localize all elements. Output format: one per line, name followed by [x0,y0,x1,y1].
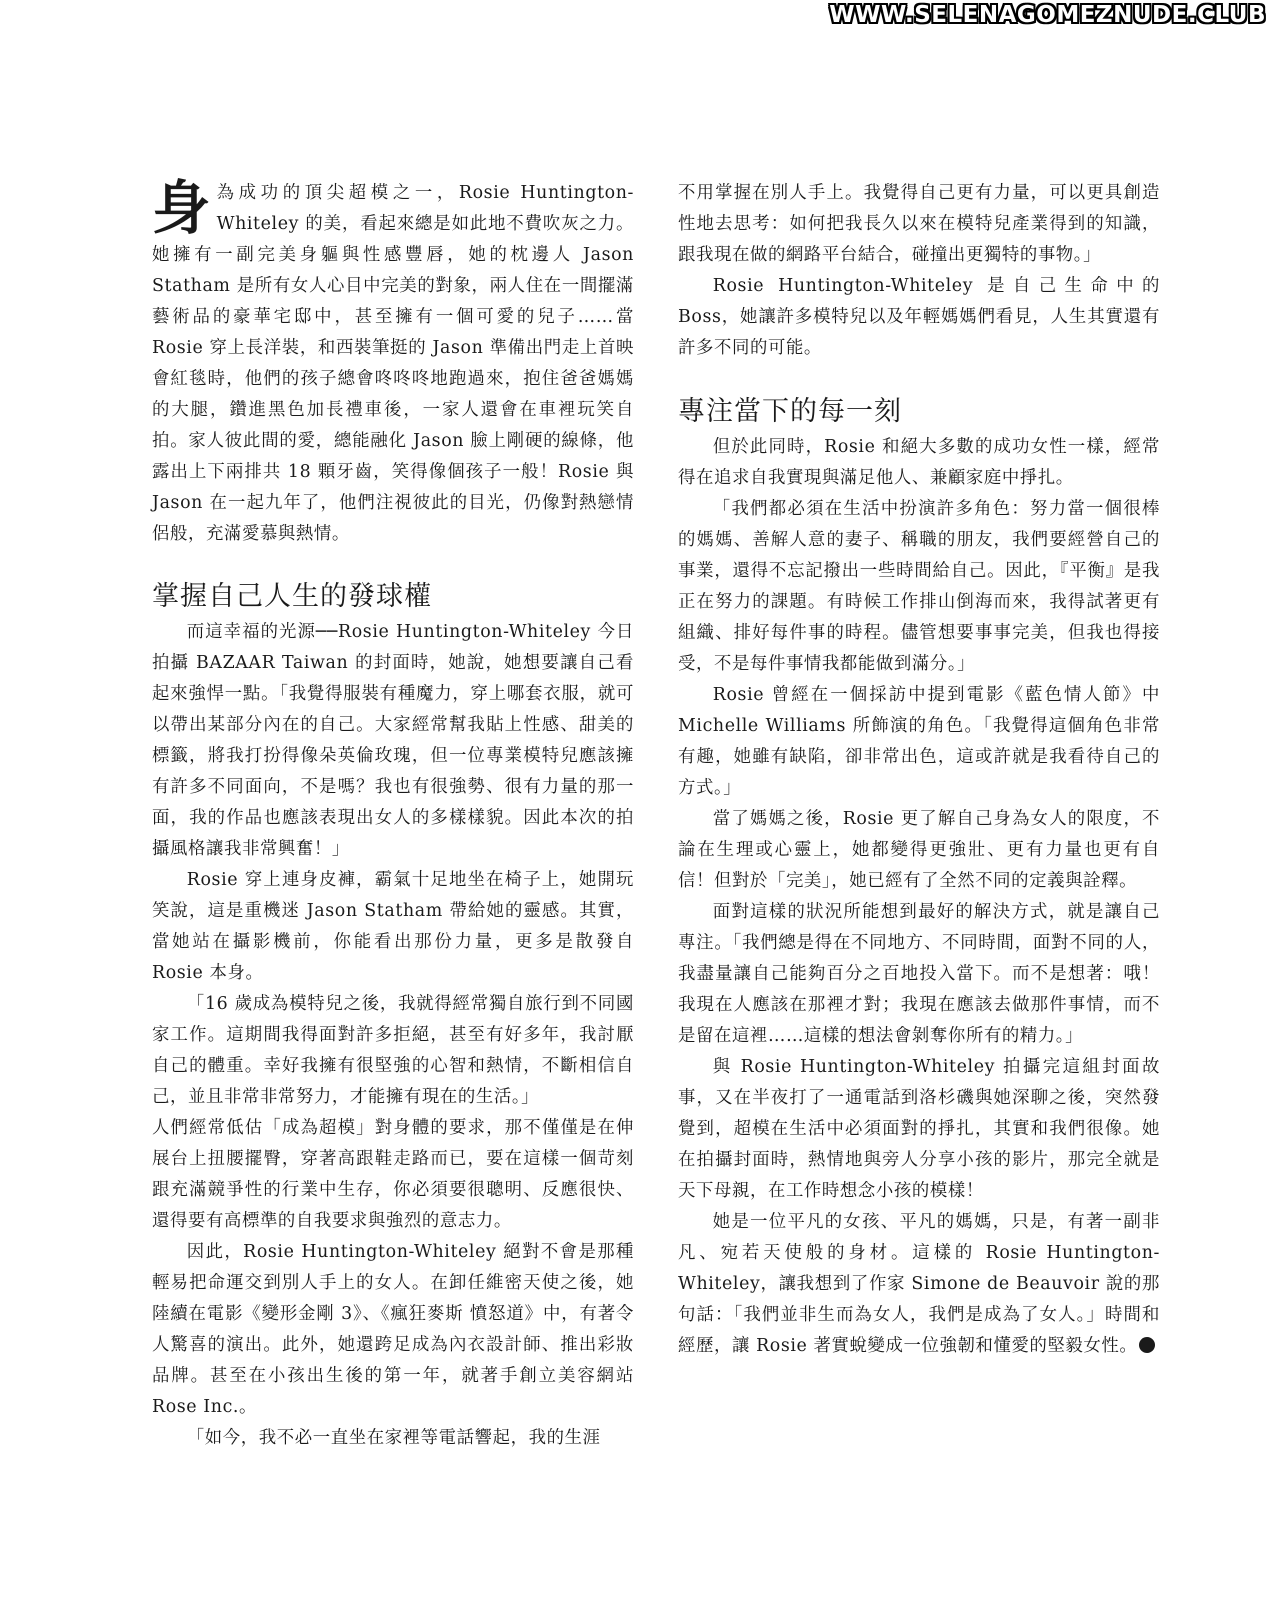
paragraph: Rosie 穿上連身皮褲，霸氣十足地坐在椅子上，她開玩笑說，這是重機迷 Jason Statham 帶給她的靈感。其實，當她站在攝影機前，你能看出那份力量，更多是散發自 Rosie 本身。 [152,870,634,983]
intro-paragraph [152,174,634,550]
final-paragraph [678,1207,1160,1362]
paragraph: 當了媽媽之後，Rosie 更了解自己身為女人的限度，不論在生理或心靈上，她都變得更強壯、更有力量也更有自信！但對於「完美」，她已經有了全然不同的定義與詮釋。 [678,809,1160,891]
intro-text: 為成功的頂尖超模之一，Rosie Huntington-Whiteley 的美，看起來總是如此地不費吹灰之力。她擁有一副完美身軀與性感豐唇，她的枕邊人 Jason Statham 是所有女人心目中完美的對象，兩人住在一間擺滿藝術品的豪華宅邸中，甚至擁有一個可愛的兒子……當 Rosie 穿上長洋裝，和西裝筆挺的 Jason 準備出門走上首映會紅毯時，他們的孩子總會咚咚咚地跑過來，抱住爸爸媽媽的大腿，鑽進黑色加長禮車後，一家人還會在車裡玩笑自拍。家人彼此間的愛，總能融化 Jason 臉上剛硬的線條，他露出上下兩排共 18 顆牙齒，笑得像個孩子一般！Rosie 與 Jason 在一起九年了，他們注視彼此的目光，仍像對熱戀情侶般，充滿愛慕與熱情。 [152,183,634,544]
paragraph: 不用掌握在別人手上。我覺得自己更有力量，可以更具創造性地去思考：如何把我長久以來在模特兒產業得到的知識，跟我現在做的網路平台結合，碰撞出更獨特的事物。」 [678,183,1160,265]
end-mark-icon [1139,1337,1155,1353]
paragraph: 「如今，我不必一直坐在家裡等電話響起，我的生涯 [186,1428,601,1448]
paragraph: 面對這樣的狀況所能想到最好的解決方式，就是讓自己專注。「我們總是得在不同地方、不同時間，面對不同的人，我盡量讓自己能夠百分之百地投入當下。而不是想著：哦！我現在人應該在那裡才對；我現在應該去做那件事情，而不是留在這裡……這樣的想法會剝奪你所有的精力。」 [678,902,1160,1046]
paragraph: 因此，Rosie Huntington-Whiteley 絕對不會是那種輕易把命運交到別人手上的女人。在卸任維密天使之後，她陸續在電影《變形金剛 3》、《瘋狂麥斯 憤怒道》中，有著令人驚喜的演出。此外，她還跨足成為內衣設計師、推出彩妝品牌。甚至在小孩出生後的第一年，就著手創立美容網站 Rose Inc.。 [152,1242,634,1417]
section-heading-1: 掌握自己人生的發球權 [152,581,432,612]
paragraph: Rosie 曾經在一個採訪中提到電影《藍色情人節》中 Michelle Williams 所飾演的角色。「我覺得這個角色非常有趣，她雖有缺陷，卻非常出色，這或許就是我看待自己的方式。」 [678,685,1160,798]
watermark-text: WWW.SELENAGOMEZNUDE.CLUB [829,2,1266,28]
paragraph: 但於此同時，Rosie 和絕大多數的成功女性一樣，經常得在追求自我實現與滿足他人、兼顧家庭中掙扎。 [678,437,1160,488]
drop-cap: 身 [152,174,211,242]
paragraph: 「我們都必須在生活中扮演許多角色：努力當一個很棒的媽媽、善解人意的妻子、稱職的朋友，我們要經營自己的事業，還得不忘記撥出一些時間給自己。因此，『平衡』是我正在努力的課題。有時候工作排山倒海而來，我得試著更有組織、排好每件事的時程。儘管想要事事完美，但我也得接受，不是每件事情我都能做到滿分。」 [678,499,1160,674]
paragraph: 「16 歲成為模特兒之後，我就得經常獨自旅行到不同國家工作。這期間我得面對許多拒絕，甚至有好多年，我討厭自己的體重。幸好我擁有很堅強的心智和熱情，不斷相信自己，並且非常非常努力，才能擁有現在的生活。」 [152,994,634,1107]
left-column [152,174,634,1454]
section-heading-2: 專注當下的每一刻 [678,396,902,427]
paragraph: 而這幸福的光源──Rosie Huntington-Whiteley 今日拍攝 BAZAAR Taiwan 的封面時，她說，她想要讓自己看起來強悍一點。「我覺得服裝有種魔力，穿上哪套衣服，就可以帶出某部分內在的自己。大家經常幫我貼上性感、甜美的標籤，將我打扮得像朵英倫玫瑰，但一位專業模特兒應該擁有許多不同面向，不是嗎？我也有很強勢、很有力量的那一面，我的作品也應該表現出女人的多樣樣貌。因此本次的拍攝風格讓我非常興奮！」 [152,622,634,859]
paragraph: 人們經常低估「成為超模」對身體的要求，那不僅僅是在伸展台上扭腰擺臀，穿著高跟鞋走路而已，要在這樣一個苛刻跟充滿競爭性的行業中生存，你必須要很聰明、反應很快、還得要有高標準的自我要求與強烈的意志力。 [152,1118,634,1231]
paragraph: 與 Rosie Huntington-Whiteley 拍攝完這組封面故事，又在半夜打了一通電話到洛杉磯與她深聊之後，突然發覺到，超模在生活中必須面對的掙扎，其實和我們很像。她在拍攝封面時，熱情地與旁人分享小孩的影片，那完全就是天下母親，在工作時想念小孩的模樣！ [678,1057,1160,1201]
paragraph: Rosie Huntington-Whiteley 是自己生命中的 Boss，她讓許多模特兒以及年輕媽媽們看見，人生其實還有許多不同的可能。 [678,276,1160,358]
final-text: 她是一位平凡的女孩、平凡的媽媽，只是，有著一副非凡、宛若天使般的身材。這樣的 Rosie Huntington-Whiteley，讓我想到了作家 Simone de Beauvoir 說的那句話：「我們並非生而為女人，我們是成為了女人。」時間和經歷，讓 Rosie 著實蛻變成一位強韌和懂愛的堅毅女性。 [678,1212,1160,1356]
right-column [678,178,1160,1362]
